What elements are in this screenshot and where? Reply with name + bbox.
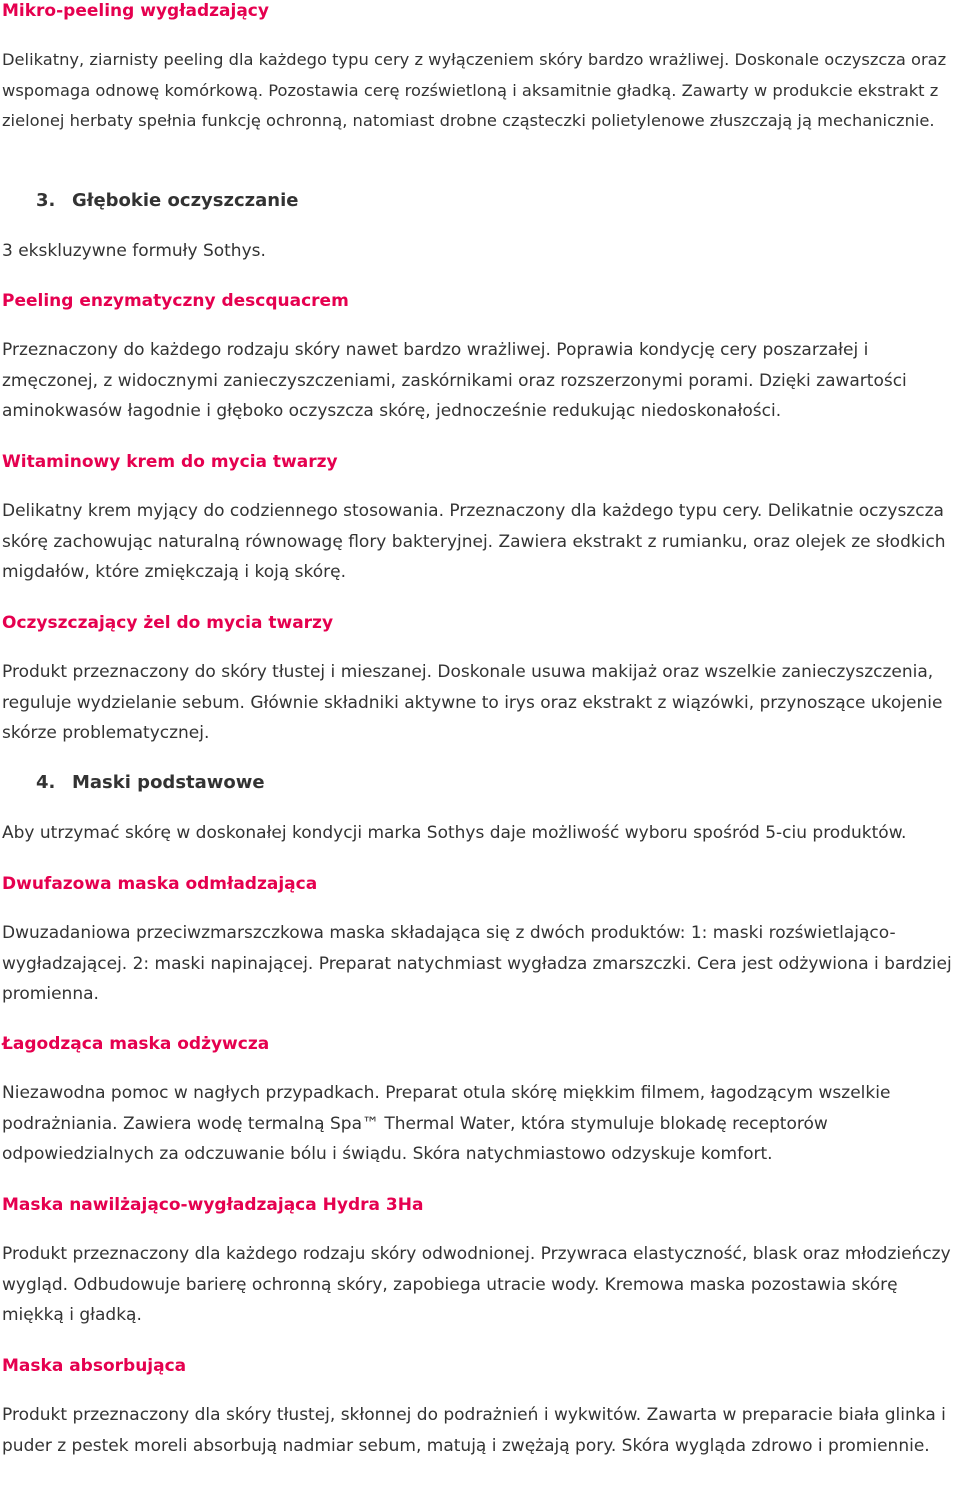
section-heading-3: [36, 190, 960, 212]
paragraph-maska-hydra: Produkt przeznaczony dla każdego rodzaju skóry odwodnionej. Przywraca elastyczność, blask oraz młodzieńczy wygląd. Odbudowuje barierę ochronną skóry, zapobiega utracie wody. Kremowa maska pozostawia skórę miękką i gładką.: [2, 1244, 951, 1325]
paragraph-witaminowy-krem: Delikatny krem myjący do codziennego stosowania. Przeznaczony dla każdego typu cery. Delikatnie oczyszcza skórę zachowując naturalną równowagę flory bakteryjnej. Zawiera ekstrakt z rumianku, oraz olejek ze słodkich migdałów, które zmiękczają i koją skórę.: [2, 501, 946, 582]
heading-lagodzaca-maska: Łagodząca maska odżywcza: [2, 1034, 270, 1054]
paragraph-mikro-peeling: Delikatny, ziarnisty peeling dla każdego typu cery z wyłączeniem skóry bardzo wrażliwej. Doskonale oczyszcza oraz wspomaga odnowę komórkową. Pozostawia cerę rozświetloną i aksamitnie gładką. Zawarty w produkcie ekstrakt z zielonej herbaty spełnia funkcję ochronną, natomiast drobne cząsteczki polietylenowe złuszczają ją mechanicznie.: [2, 50, 947, 130]
paragraph-maska-absorbujaca: Produkt przeznaczony dla skóry tłustej, skłonnej do podrażnień i wykwitów. Zawarta w preparacie biała glinka i puder z pestek moreli absorbują nadmiar sebum, matują i zwężają pory. Skóra wygląda zdrowo i promiennie.: [2, 1405, 946, 1456]
heading-dwufazowa-maska: Dwufazowa maska odmładzająca: [2, 874, 318, 894]
heading-maska-absorbujaca: Maska absorbująca: [2, 1356, 187, 1376]
heading-maska-hydra: Maska nawilżająco-wygładzająca Hydra 3Ha: [2, 1195, 424, 1215]
paragraph-glebokie: 3 ekskluzywne formuły Sothys.: [2, 241, 266, 261]
heading-witaminowy-krem: Witaminowy krem do mycia twarzy: [2, 452, 338, 472]
section-heading-4: [36, 772, 960, 794]
paragraph-dwufazowa-maska: Dwuzadaniowa przeciwzmarszczkowa maska składająca się z dwóch produktów: 1: maski rozświetlająco-wygładzającej. 2: maski napinającej. Preparat natychmiast wygładza zmarszczki. Cera jest odżywiona i bardziej promienna.: [2, 923, 952, 1004]
section-title: Głębokie oczyszczanie: [72, 190, 299, 211]
section-number: 3.: [36, 190, 56, 211]
heading-oczyszczajacy-zel: Oczyszczający żel do mycia twarzy: [2, 613, 334, 633]
heading-peeling-enzymatyczny: Peeling enzymatyczny descquacrem: [2, 291, 349, 311]
paragraph-oczyszczajacy-zel: Produkt przeznaczony do skóry tłustej i mieszanej. Doskonale usuwa makijaż oraz wszelkie zanieczyszczenia, reguluje wydzielanie sebum. Głównie składniki aktywne to irys oraz ekstrakt z wiązówki, przynoszące ukojenie skórze problematycznej.: [2, 662, 943, 743]
paragraph-maski-podstawowe: Aby utrzymać skórę w doskonałej kondycji marka Sothys daje możliwość wyboru spośród 5-ciu produktów.: [2, 823, 907, 843]
section-number: 4.: [36, 772, 56, 793]
paragraph-peeling-enzymatyczny: Przeznaczony do każdego rodzaju skóry nawet bardzo wrażliwej. Poprawia kondycję cery poszarzałej i zmęczonej, z widocznymi zanieczyszczeniami, zaskórnikami oraz rozszerzonymi porami. Dzięki zawartości aminokwasów łagodnie i głęboko oczyszcza skórę, jednocześnie redukując niedoskonałości.: [2, 340, 907, 421]
paragraph-lagodzaca-maska: Niezawodna pomoc w nagłych przypadkach. Preparat otula skórę miękkim filmem, łagodzącym wszelkie podrażniania. Zawiera wodę termalną Spa™ Thermal Water, która stymuluje blokadę receptorów odpowiedzialnych za odczuwanie bólu i świądu. Skóra natychmiastowo odzyskuje komfort.: [2, 1083, 891, 1164]
heading-mikro-peeling: Mikro-peeling wygładzający: [2, 1, 269, 21]
section-title: Maski podstawowe: [72, 772, 265, 793]
